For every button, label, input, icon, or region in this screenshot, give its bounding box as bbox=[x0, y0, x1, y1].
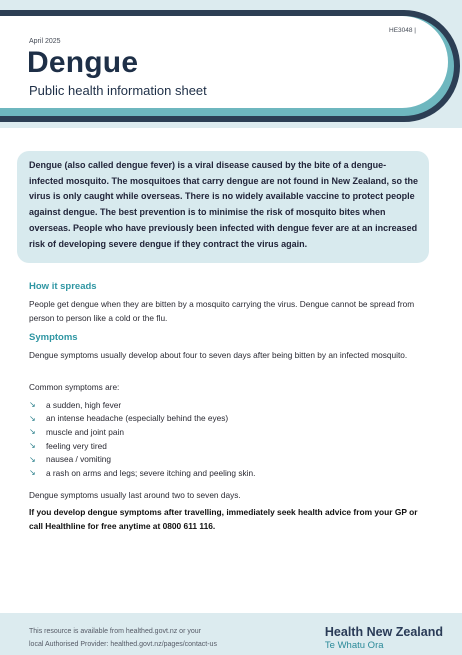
healthline-advice: If you develop dengue symptoms after travelling, immediately seek health advice from your GP or call Healthline for free anytime at 0800 611 116. bbox=[29, 507, 418, 531]
brand-name: Health New Zealand bbox=[324, 625, 443, 639]
list-item: ↘ a rash on arms and legs; severe itching and peeling skin. bbox=[29, 467, 256, 478]
list-item: ↘ an intense headache (especially behind the eyes) bbox=[29, 413, 229, 424]
footer bbox=[0, 613, 462, 655]
brand-maori-name: Te Whatu Ora bbox=[324, 640, 384, 651]
symptoms-paragraph: Dengue symptoms usually develop about four to seven days after being bitten by an infected mosquito. bbox=[29, 350, 408, 360]
heading-symptoms: Symptoms bbox=[29, 332, 78, 343]
resource-code: HE3048 | bbox=[389, 27, 416, 34]
arrow-down-right-icon: ↘ bbox=[29, 413, 36, 423]
publish-date: April 2025 bbox=[29, 38, 61, 45]
symptom-duration: Dengue symptoms usually last around two to seven days. bbox=[29, 490, 241, 500]
brand-logo bbox=[325, 625, 443, 651]
symptom-list bbox=[29, 398, 255, 480]
arrow-down-right-icon: ↘ bbox=[29, 454, 36, 464]
page-subtitle: Public health information sheet bbox=[29, 83, 207, 98]
list-item: ↘ nausea / vomiting bbox=[29, 454, 112, 465]
spreads-paragraph: People get dengue when they are bitten by a mosquito carrying the virus. Dengue cannot be spread from person to person like a cold or the flu. bbox=[29, 299, 415, 323]
page-title: Dengue bbox=[27, 46, 139, 79]
arrow-down-right-icon: ↘ bbox=[29, 441, 36, 451]
arrow-down-right-icon: ↘ bbox=[29, 400, 36, 410]
common-symptoms-label: Common symptoms are: bbox=[29, 382, 120, 392]
arrow-down-right-icon: ↘ bbox=[29, 468, 36, 478]
footer-provider: local Authorised Provider: healthed.govt.nz/pages/contact-us bbox=[29, 641, 217, 648]
list-item: ↘ muscle and joint pain bbox=[29, 426, 124, 437]
list-item: ↘ a sudden, high fever bbox=[29, 399, 122, 410]
list-item: ↘ feeling very tired bbox=[29, 440, 107, 451]
arrow-down-right-icon: ↘ bbox=[29, 427, 36, 437]
heading-how-it-spreads: How it spreads bbox=[29, 281, 97, 292]
intro-box: Dengue (also called dengue fever) is a viral disease caused by the bite of a dengue-infected mosquito. The mosquitoes that carry dengue are not found in New Zealand, so the virus is only caught while overseas. There is no widely available vaccine to protect people against dengue. The best prevention is to minimise the risk of mosquito bites when overseas. People who have previously been infected with dengue fever are at an increased risk of developing severe dengue if they contract the virus again. bbox=[17, 151, 429, 263]
footer-availability: This resource is available from healthed.govt.nz or your bbox=[29, 628, 201, 635]
